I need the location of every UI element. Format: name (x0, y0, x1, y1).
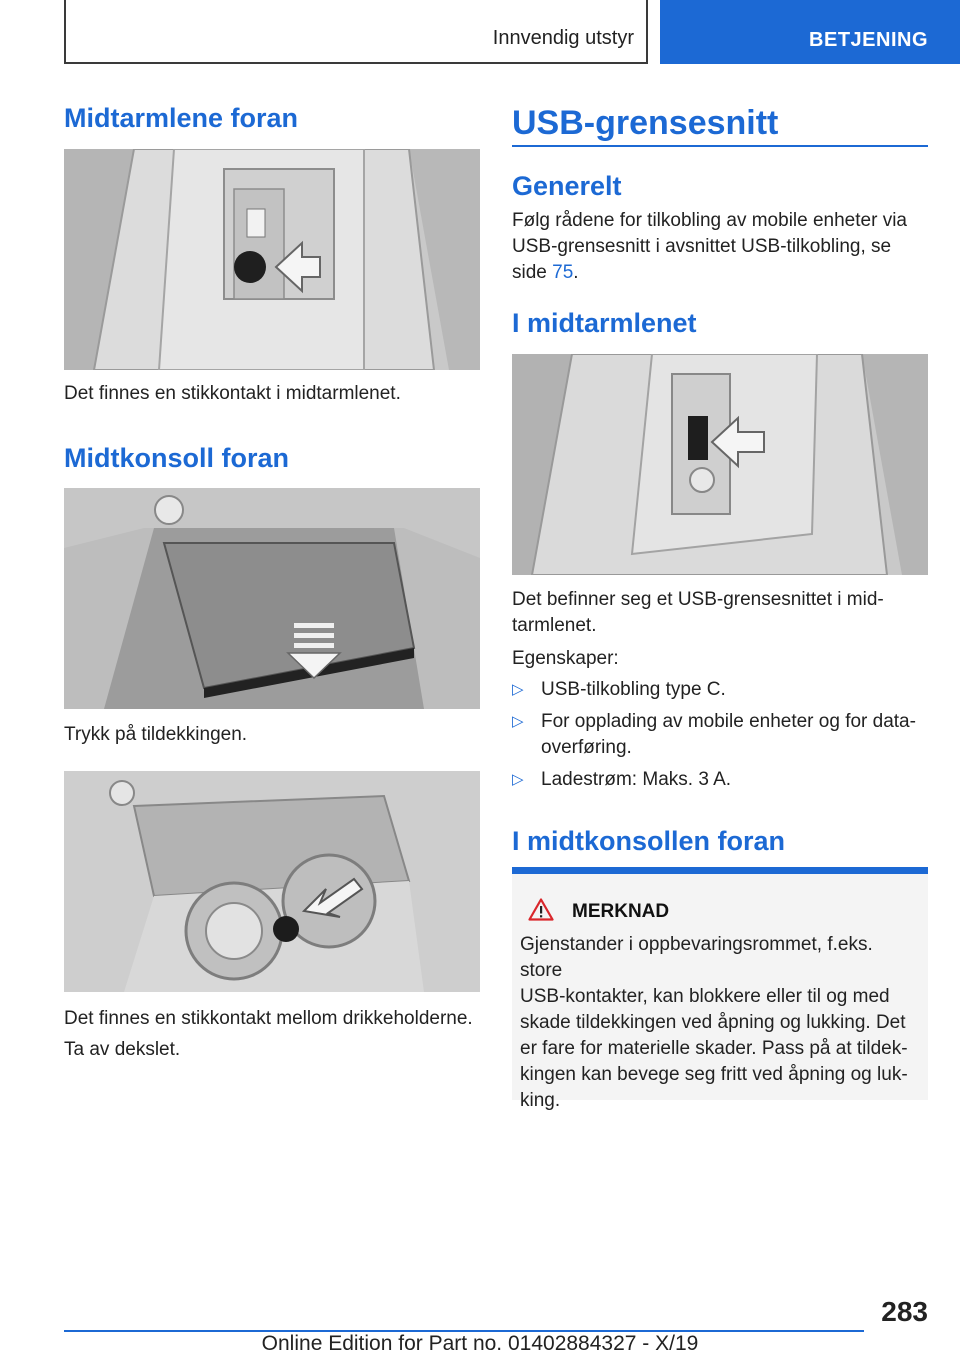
armrest-usb-text (512, 587, 928, 639)
page-number: 283 (881, 1296, 928, 1327)
heading-usb: USB-grensesnitt (512, 104, 779, 142)
cover-caption: Ta av dekslet. (64, 1039, 181, 1060)
bullet-triangle-icon: ▷ (512, 681, 524, 698)
heading-console: Midtkonsoll foran (64, 443, 289, 473)
header-section-box (64, 0, 648, 64)
cupholder-caption: Det finnes en stikkontakt mellom drikkeholderne. (64, 1008, 473, 1029)
warning-triangle-icon (528, 898, 554, 926)
list-item-text: Ladestrøm: Maks. 3 A. (541, 769, 732, 790)
footer-edition-text: Online Edition for Part no. 01402884327 - X/19 (261, 1332, 699, 1355)
list-item-text-cont: overføring. (541, 737, 632, 758)
heading-in-console: I midtkonsollen foran (512, 826, 786, 856)
notice-line: king. (520, 1090, 561, 1111)
heading-armrest: Midtarmlene foran (64, 103, 299, 133)
list-item (512, 767, 928, 793)
armrest-socket-image (64, 149, 480, 370)
general-text-line-3: side (512, 262, 553, 283)
list-item-text: For opplading av mobile enheter og for data‐ (541, 711, 916, 732)
armrest-caption: Det finnes en stikkontakt i midtarmlenet. (64, 383, 401, 404)
notice-box (512, 874, 928, 1111)
armrest-usb-text-line-1: Det befinner seg et USB-grensesnittet i mid‐ (512, 589, 884, 610)
header-chapter-tab (660, 0, 960, 64)
notice-top-rule (512, 867, 928, 874)
properties-label: Egenskaper: (512, 648, 619, 669)
notice-line: kingen kan bevege seg fritt ved åpning og luk‐ (520, 1064, 908, 1085)
general-text (512, 208, 928, 286)
armrest-usb-image (512, 354, 928, 575)
notice-header (528, 898, 920, 926)
cupholder-socket-image (64, 771, 480, 992)
console-cover-image (64, 488, 480, 709)
general-text-line-1: Følg rådene for tilkobling av mobile enheter via (512, 210, 907, 231)
heading-in-armrest: I midtarmlenet (512, 308, 697, 338)
general-text-period: . (573, 262, 579, 283)
list-item-text: USB-tilkobling type C. (541, 679, 726, 700)
header-chapter-label: BETJENING (809, 29, 928, 51)
console-caption: Trykk på tildekkingen. (64, 724, 248, 745)
properties-list (512, 677, 928, 799)
list-item (512, 677, 928, 703)
header-section-title: Innvendig utstyr (492, 27, 634, 49)
notice-line: Gjenstander i oppbevaringsrommet, f.eks. store (520, 934, 873, 981)
notice-line: skade tildekkingen ved åpning og lukking. Det (520, 1012, 906, 1033)
heading-general: Generelt (512, 171, 622, 201)
bullet-triangle-icon: ▷ (512, 713, 524, 730)
general-text-line-2: USB-grensesnitt i avsnittet USB-tilkobling, se (512, 236, 892, 257)
armrest-usb-text-line-2: tarmlenet. (512, 615, 597, 636)
list-item (512, 709, 928, 761)
notice-text (520, 932, 920, 1114)
usb-heading-rule (512, 145, 928, 147)
notice-line: er fare for materielle skader. Pass på at tildek‐ (520, 1038, 908, 1059)
page-link-75[interactable]: 75 (552, 262, 574, 283)
notice-title: MERKNAD (572, 901, 670, 922)
notice-line: USB-kontakter, kan blokkere eller til og med (520, 986, 890, 1007)
bullet-triangle-icon: ▷ (512, 771, 524, 788)
